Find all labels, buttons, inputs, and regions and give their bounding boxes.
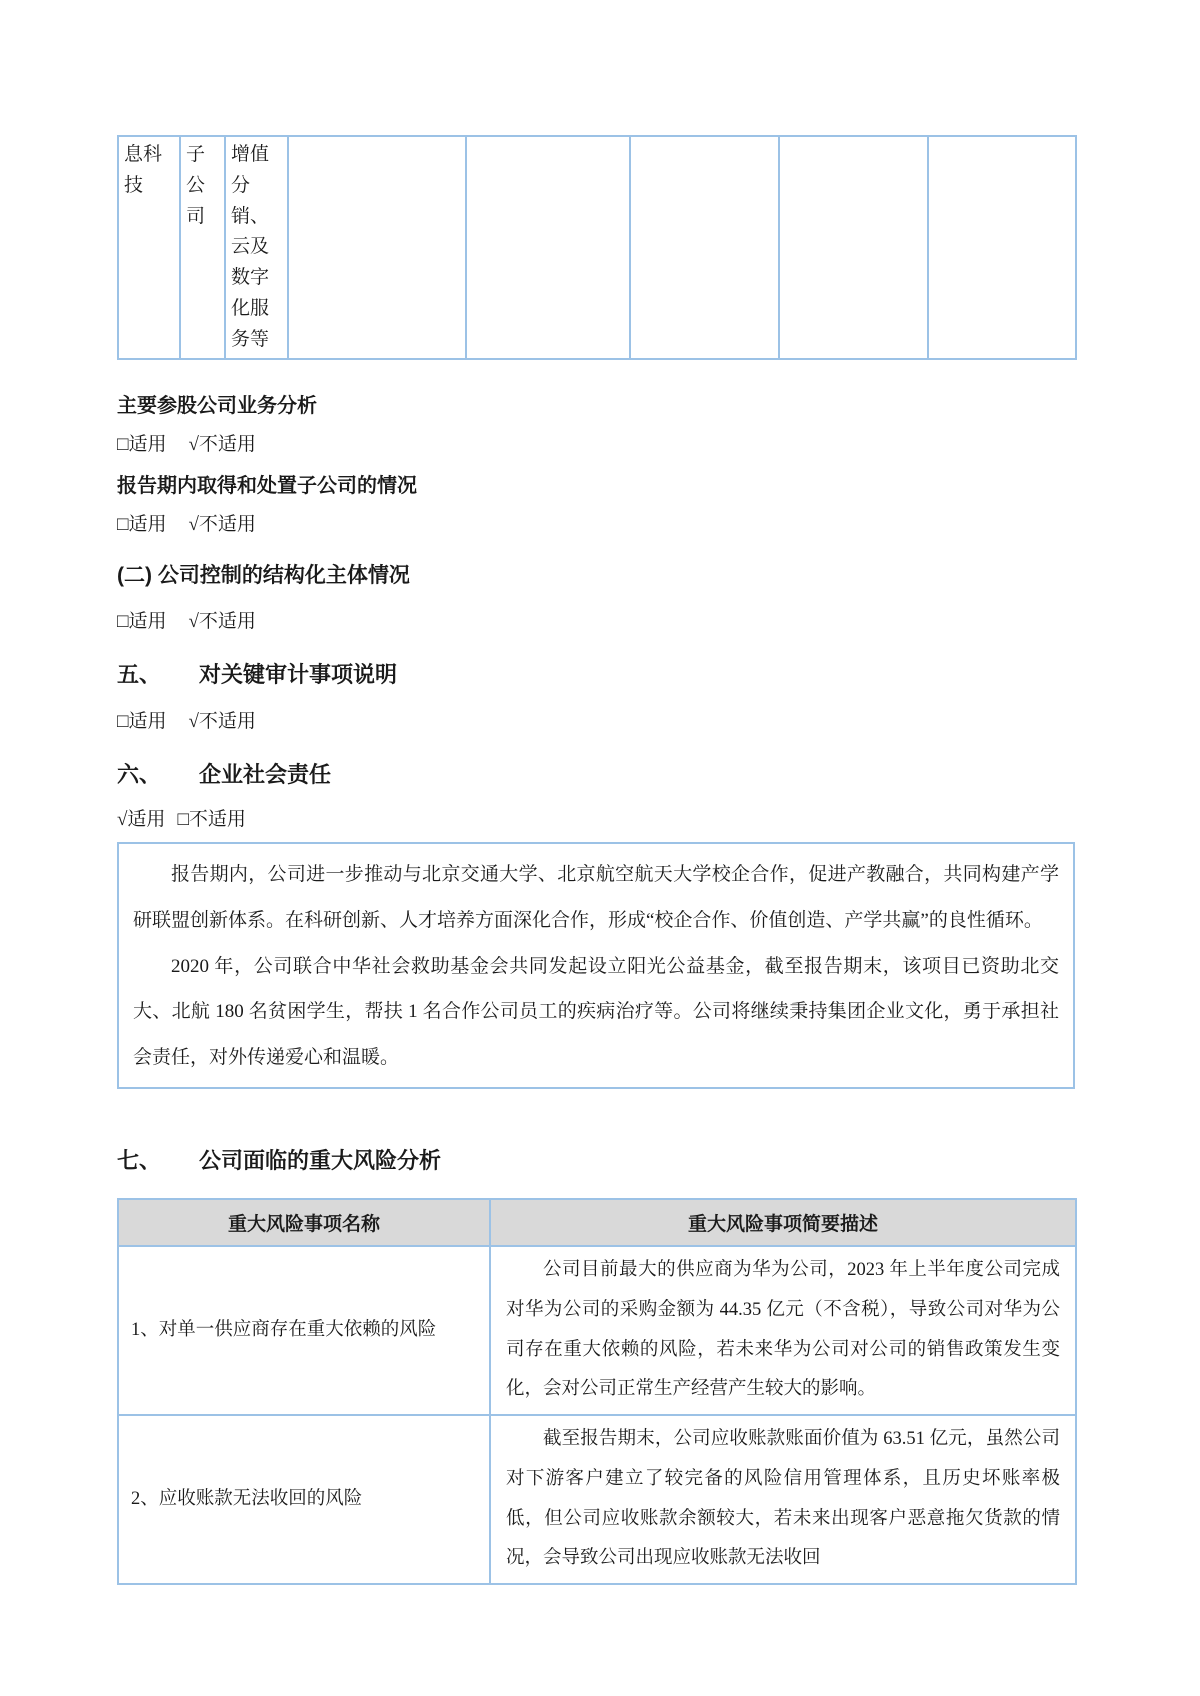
table-row — [118, 1246, 1076, 1415]
csr-paragraph: 2020 年，公司联合中华社会救助基金会共同发起设立阳光公益基金，截至报告期末，该项目已资助北交大、北航 180 名贫困学生，帮扶 1 名合作公司员工的疾病治疗等。公司将继续秉持集团企业文化，勇于承担社会责任，对外传递爱心和温暖。 — [133, 955, 1059, 1069]
applicability-line — [117, 431, 1075, 459]
heading-number: 七、 — [117, 1148, 162, 1174]
applicability-line — [117, 511, 1075, 539]
heading-key-audit-matters — [117, 661, 1075, 690]
checkbox-applicable: □适用 — [117, 434, 167, 456]
table-cell-empty — [630, 136, 779, 359]
table-row — [118, 136, 1076, 359]
checkbox-not-applicable: √不适用 — [188, 710, 256, 732]
heading-number: 六、 — [117, 762, 162, 788]
risk-desc-cell — [490, 1415, 1076, 1584]
page-content — [117, 0, 1075, 1585]
heading-main-equity-analysis: 主要参股公司业务分析 — [117, 395, 317, 418]
heading-number: 五、 — [117, 662, 162, 688]
risk-table — [117, 1198, 1077, 1585]
table-cell-empty — [928, 136, 1076, 359]
applicability-line — [117, 708, 1075, 736]
table-cell-empty — [288, 136, 466, 359]
table-row — [118, 1415, 1076, 1584]
risk-name-cell: 1、对单一供应商存在重大依赖的风险 — [118, 1246, 490, 1415]
heading-title: 对关键审计事项说明 — [199, 662, 398, 688]
checkbox-not-applicable: √不适用 — [188, 434, 256, 456]
table-cell-empty — [466, 136, 630, 359]
risk-desc-header: 重大风险事项简要描述 — [490, 1199, 1076, 1246]
checkbox-not-applicable: √不适用 — [188, 513, 256, 535]
heading-structured-entities: (二) 公司控制的结构化主体情况 — [117, 564, 410, 588]
risk-name-header: 重大风险事项名称 — [118, 1199, 490, 1246]
applicability-line — [117, 806, 1075, 834]
heading-major-risks — [117, 1147, 1075, 1176]
risk-desc-cell — [490, 1246, 1076, 1415]
checkbox-not-applicable: √不适用 — [188, 610, 256, 632]
checkbox-applicable: □适用 — [117, 710, 167, 732]
risk-name-cell: 2、应收账款无法收回的风险 — [118, 1415, 490, 1584]
checkbox-not-applicable: □不适用 — [177, 809, 246, 831]
table-cell-empty — [779, 136, 928, 359]
heading-title: 企业社会责任 — [199, 762, 332, 788]
heading-title: 公司面临的重大风险分析 — [199, 1148, 442, 1174]
table-cell-business-scope: 增值分销、云及数字化服务等 — [225, 136, 288, 359]
checkbox-applicable: □适用 — [117, 513, 167, 535]
csr-paragraph: 报告期内，公司进一步推动与北京交通大学、北京航空航天大学校企合作，促进产教融合，共同构建产学研联盟创新体系。在科研创新、人才培养方面深化合作，形成“校企合作、价值创造、产学共赢”的良性循环。 — [133, 863, 1059, 931]
risk-table-header-row — [118, 1199, 1076, 1246]
checkbox-applicable: √适用 — [117, 809, 166, 831]
risk-desc-text: 截至报告期末，公司应收账款账面价值为 63.51 亿元，虽然公司对下游客户建立了较完备的风险信用管理体系，且历史坏账率极低，但公司应收账款余额较大，若未来出现客户恶意拖欠货款的情况，会导致公司出现应收账款无法收回 — [506, 1429, 1060, 1569]
csr-text-box — [117, 842, 1075, 1090]
table-cell-company-name: 息科技 — [118, 136, 180, 359]
applicability-line — [117, 608, 1075, 636]
heading-subsidiary-changes: 报告期内取得和处置子公司的情况 — [117, 474, 417, 497]
heading-social-responsibility — [117, 761, 1075, 790]
subsidiary-table — [117, 135, 1077, 360]
risk-desc-text: 公司目前最大的供应商为华为公司，2023 年上半年度公司完成对华为公司的采购金额为 44.35 亿元（不含税），导致公司对华为公司存在重大依赖的风险，若未来华为公司对公司的销售政策发生变化，会对公司正常生产经营产生较大的影响。 — [506, 1260, 1060, 1400]
table-cell-company-type: 子公司 — [180, 136, 225, 359]
checkbox-applicable: □适用 — [117, 610, 167, 632]
